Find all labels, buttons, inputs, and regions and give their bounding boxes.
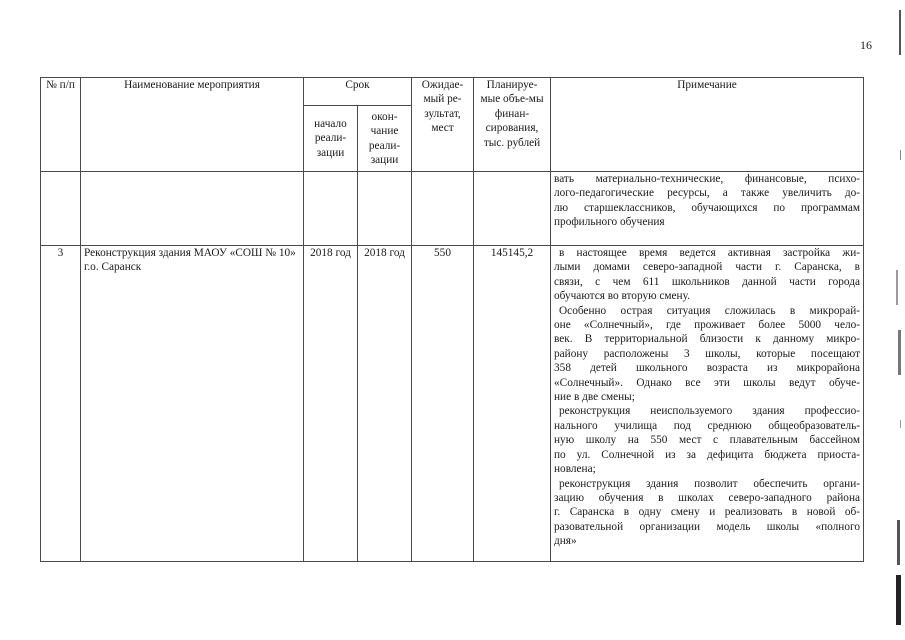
table-header-row (41, 78, 864, 106)
measure-name: Реконструкция здания МАОУ «СОШ № 10» г.о. Саранск (81, 246, 304, 562)
expected-result: 550 (412, 246, 474, 562)
header-result: Ожидае-мый ре-зультат, мест (412, 78, 474, 172)
row-number: 3 (41, 246, 81, 562)
note-line: новлена; (554, 463, 596, 476)
page-number: 16 (860, 38, 872, 52)
note-cell (551, 172, 864, 246)
note-line: обучаются во вторую смену. (554, 290, 690, 303)
note-line: по ул. Солнечной из за дефицита бюджета приоста- (554, 448, 861, 461)
note-line: г. Саранска в одну смену и реализовать в новой об- (554, 506, 861, 519)
note-line: разовательной организации модель школы «полного (554, 520, 861, 533)
header-name: Наименование мероприятия (81, 78, 304, 172)
header-num: № п/п (41, 78, 81, 172)
scan-edge-marks (886, 0, 905, 640)
measures-table (40, 77, 864, 562)
note-line: Особенно острая ситуация сложилась в микрорай- (559, 304, 861, 317)
note-line: лого-педагогические ресурсы, а также увеличить до- (554, 187, 861, 200)
header-note: Примечание (551, 78, 864, 172)
note-line: вать материально-технические, финансовые, психо- (554, 173, 861, 185)
header-funding: Планируе-мые объе-мы финан-сирования, тыс. рублей (474, 78, 551, 172)
funding-amount: 145145,2 (474, 246, 551, 562)
note-line: ную школу на 550 мест с плавательным бассейном (554, 434, 861, 447)
note-line: дня» (554, 535, 577, 548)
note-line: зацию обучения в школах северо-западного района (554, 491, 861, 504)
note-line: реконструкция неиспользуемого здания профессио- (559, 405, 861, 418)
header-term: Срок (304, 78, 412, 106)
note-line: району расположены 3 школы, которые посещают (554, 347, 861, 360)
note-line: связи, с чем 611 школьников данной части города (554, 275, 861, 288)
note-line: в настоящее время ведется активная застройка жи- (559, 247, 861, 259)
note-line: «Солнечный». Однако все эти школы ведут обуче- (554, 376, 861, 389)
note-line: лю старшеклассников, обучающихся по программам (554, 201, 861, 214)
note-line: лыми домами северо-западной части г. Саранска, в (554, 261, 861, 274)
header-term-end: окон-чание реали-зации (358, 106, 412, 172)
table-row (41, 172, 864, 246)
note-line: реконструкция здания позволит обеспечить органи- (559, 477, 861, 490)
header-term-start: начало реали-зации (304, 106, 358, 172)
note-line: профильного обучения (554, 216, 665, 229)
note-line: 358 детей школьного возраста из микрорайона (554, 362, 861, 375)
note-line: век. В территориальной близости к данному микро- (554, 333, 861, 346)
table-row (41, 246, 864, 562)
note-line: нального училища под среднюю общеобразователь- (554, 419, 861, 432)
note-line: оне «Солнечный», где проживает более 5000 чело- (554, 319, 861, 332)
note-line: ние в две смены; (554, 391, 635, 404)
end-date: 2018 год (358, 246, 412, 562)
start-date: 2018 год (304, 246, 358, 562)
note-cell (551, 246, 864, 562)
